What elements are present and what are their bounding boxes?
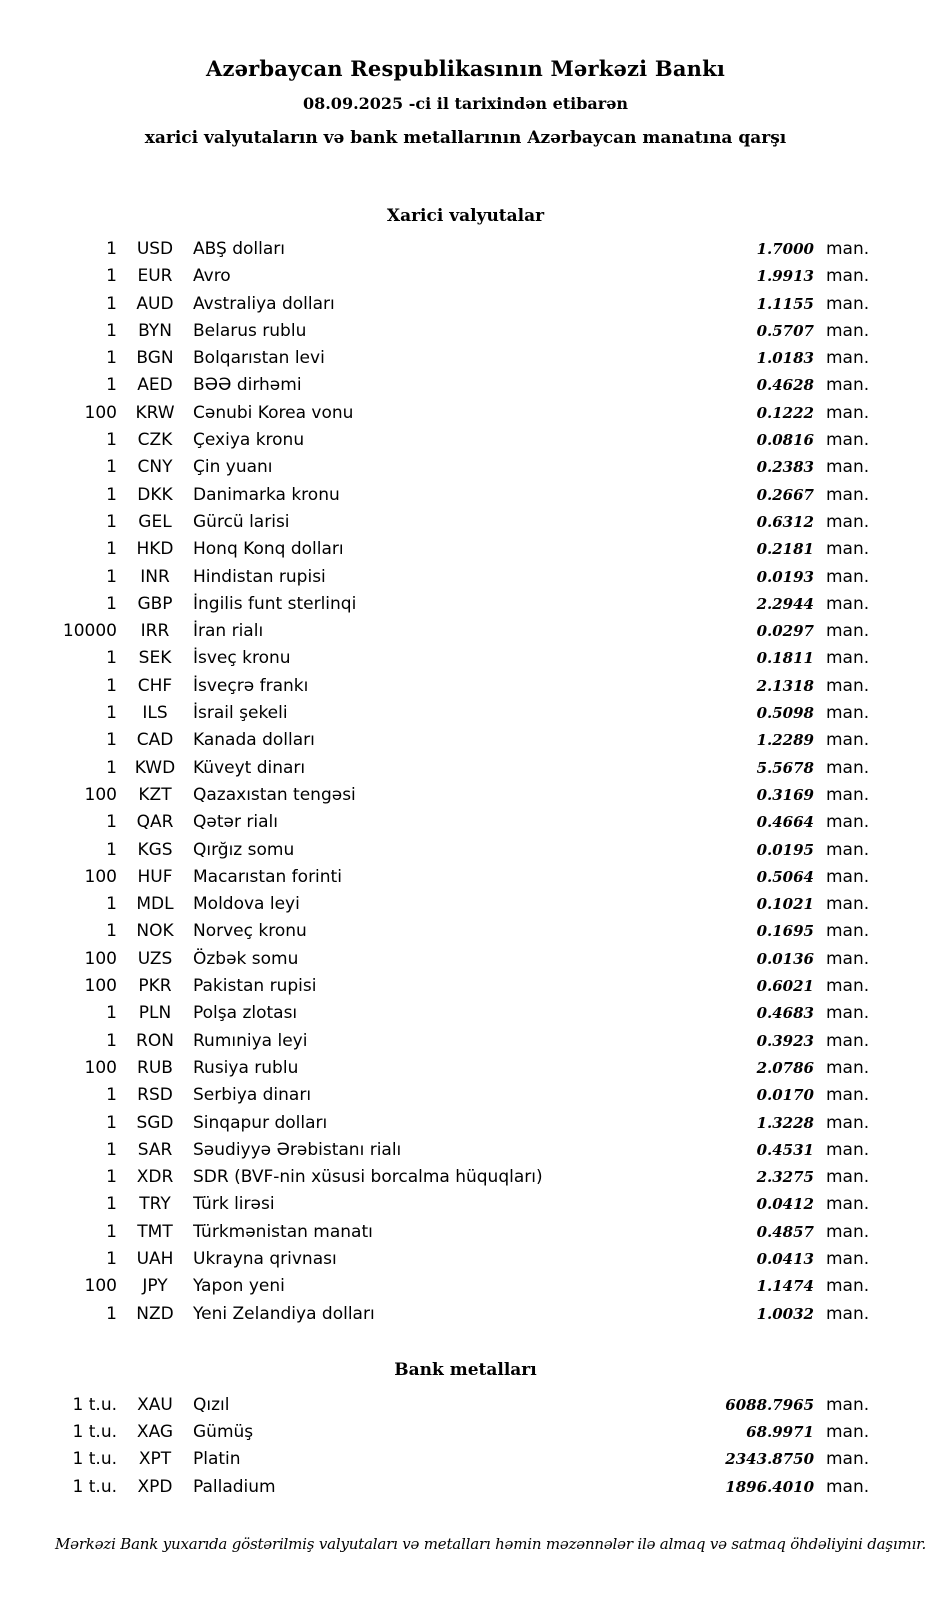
- rate-row: [55, 1028, 876, 1055]
- row-rate-value: 0.1021: [756, 895, 814, 914]
- rate-row: [55, 564, 876, 591]
- row-currency-code: IRR: [140, 621, 170, 642]
- row-unit-label: man.: [826, 866, 870, 887]
- row-quantity: 100: [84, 976, 117, 997]
- row-quantity: 1: [106, 348, 117, 369]
- rate-row: [55, 1301, 876, 1328]
- row-currency-code: XAU: [137, 1394, 173, 1415]
- row-rate-value: 0.4531: [756, 1140, 814, 1159]
- row-currency-name: Küveyt dinarı: [193, 757, 306, 778]
- rate-row: [55, 1191, 876, 1218]
- rate-row: [55, 1055, 876, 1082]
- row-currency-code: TMT: [137, 1221, 173, 1242]
- row-rate-value: 1896.4010: [725, 1477, 814, 1496]
- rate-row: [55, 618, 876, 645]
- row-unit-label: man.: [826, 1003, 870, 1024]
- row-quantity: 100: [84, 948, 117, 969]
- page-subtitle: xarici valyutaların və bank metallarının Azərbaycan manatına qarşı: [144, 128, 787, 148]
- row-rate-value: 0.0170: [756, 1086, 814, 1105]
- row-currency-name: Honq Konq dolları: [193, 539, 344, 560]
- rate-row: [55, 645, 876, 672]
- row-quantity: 1: [106, 1221, 117, 1242]
- row-quantity: 1: [106, 812, 117, 833]
- row-currency-code: SGD: [136, 1112, 174, 1133]
- row-quantity: 100: [84, 1276, 117, 1297]
- row-currency-name: Qırğız somu: [193, 839, 295, 860]
- currencies-section-title: Xarici valyutalar: [386, 206, 545, 226]
- row-rate-value: 1.0183: [756, 349, 814, 368]
- rate-row: [55, 1246, 876, 1273]
- row-rate-value: 2.2944: [756, 594, 814, 613]
- rate-row: [55, 1273, 876, 1300]
- row-unit-label: man.: [826, 839, 870, 860]
- row-currency-code: HUF: [137, 866, 173, 887]
- row-unit-label: man.: [826, 1112, 870, 1133]
- row-currency-code: BGN: [136, 348, 174, 369]
- rate-row: [55, 755, 876, 782]
- row-currency-name: BƏƏ dirhəmi: [193, 375, 302, 396]
- row-currency-name: Yeni Zelandiya dolları: [193, 1303, 375, 1324]
- row-rate-value: 6088.7965: [725, 1395, 814, 1414]
- row-rate-value: 0.0413: [756, 1249, 814, 1268]
- row-rate-value: 1.9913: [756, 267, 814, 286]
- row-rate-value: 1.0032: [756, 1304, 814, 1323]
- row-quantity: 1: [106, 1003, 117, 1024]
- row-rate-value: 0.6312: [756, 512, 814, 531]
- row-quantity: 1: [106, 484, 117, 505]
- row-rate-value: 2.1318: [756, 676, 814, 695]
- row-quantity: 1: [106, 921, 117, 942]
- row-rate-value: 68.9971: [746, 1423, 814, 1442]
- rate-row: [55, 345, 876, 372]
- row-quantity: 1: [106, 839, 117, 860]
- row-currency-name: Serbiya dinarı: [193, 1085, 312, 1106]
- row-unit-label: man.: [826, 1085, 870, 1106]
- row-currency-code: XPD: [137, 1476, 173, 1497]
- row-currency-code: GBP: [137, 593, 173, 614]
- row-currency-name: Bolqarıstan levi: [193, 348, 325, 369]
- effective-date: 08.09.2025 -ci il tarixindən etibarən: [302, 94, 629, 113]
- row-quantity: 100: [84, 866, 117, 887]
- row-quantity: 1: [106, 675, 117, 696]
- row-currency-name: İran rialı: [193, 621, 264, 642]
- row-currency-code: ILS: [142, 703, 168, 724]
- row-currency-name: Avro: [193, 266, 231, 287]
- rate-row: [55, 400, 876, 427]
- row-quantity: 1 t.u.: [72, 1422, 117, 1443]
- row-currency-code: SEK: [138, 648, 172, 669]
- rate-row: [55, 782, 876, 809]
- row-currency-name: Sinqapur dolları: [193, 1112, 328, 1133]
- row-currency-name: Danimarka kronu: [193, 484, 340, 505]
- row-currency-name: Moldova leyi: [193, 894, 300, 915]
- row-quantity: 1 t.u.: [72, 1449, 117, 1470]
- row-rate-value: 0.1695: [756, 922, 814, 941]
- rate-row: [55, 591, 876, 618]
- row-currency-code: CHF: [137, 675, 173, 696]
- row-rate-value: 0.5707: [756, 321, 814, 340]
- row-currency-code: PKR: [138, 976, 172, 997]
- row-currency-code: HKD: [136, 539, 174, 560]
- row-currency-code: RON: [136, 1030, 174, 1051]
- row-currency-code: RSD: [137, 1085, 173, 1106]
- row-unit-label: man.: [826, 239, 870, 259]
- row-quantity: 1: [106, 430, 117, 451]
- row-currency-name: SDR (BVF-nin xüsusi borcalma hüquqları): [193, 1167, 543, 1188]
- row-currency-name: Hindistan rupisi: [193, 566, 326, 587]
- row-currency-name: Gümüş: [193, 1422, 254, 1443]
- row-currency-name: Belarus rublu: [193, 320, 307, 341]
- row-quantity: 1 t.u.: [72, 1394, 117, 1415]
- row-rate-value: 0.0816: [756, 431, 814, 450]
- row-rate-value: 0.4664: [756, 813, 814, 832]
- row-rate-value: 0.0412: [756, 1195, 814, 1214]
- row-unit-label: man.: [826, 266, 870, 287]
- rate-row: [55, 427, 876, 454]
- row-currency-name: Türkmənistan manatı: [193, 1221, 373, 1242]
- row-currency-code: DKK: [137, 484, 173, 505]
- row-rate-value: 0.4683: [756, 1004, 814, 1023]
- rate-row: [55, 809, 876, 836]
- row-currency-name: Qazaxıstan tengəsi: [193, 784, 356, 805]
- row-currency-name: Cənubi Korea vonu: [193, 402, 354, 423]
- row-currency-code: NZD: [136, 1303, 174, 1324]
- row-quantity: 1: [106, 593, 117, 614]
- rate-row: [55, 1137, 876, 1164]
- rate-row: [55, 1000, 876, 1027]
- rate-row: [55, 1419, 876, 1446]
- row-currency-name: Platin: [193, 1449, 241, 1470]
- row-quantity: 1: [106, 1139, 117, 1160]
- row-quantity: 1: [106, 375, 117, 396]
- row-currency-name: Səudiyyə Ərəbistanı rialı: [193, 1139, 402, 1160]
- row-unit-label: man.: [826, 348, 870, 369]
- row-quantity: 100: [84, 402, 117, 423]
- bank-title: Azərbaycan Respublikasının Mərkəzi Bankı: [205, 56, 726, 81]
- rate-row: [55, 864, 876, 891]
- row-currency-code: KGS: [137, 839, 173, 860]
- row-currency-name: Türk lirəsi: [193, 1194, 275, 1215]
- row-quantity: 1: [106, 894, 117, 915]
- row-unit-label: man.: [826, 1394, 870, 1415]
- row-currency-name: Özbək somu: [193, 948, 299, 969]
- row-unit-label: man.: [826, 894, 870, 915]
- row-unit-label: man.: [826, 1303, 870, 1324]
- row-quantity: 1: [106, 1167, 117, 1188]
- row-currency-name: Avstraliya dolları: [193, 293, 335, 314]
- row-currency-name: Rumıniya leyi: [193, 1030, 308, 1051]
- row-unit-label: man.: [826, 375, 870, 396]
- row-currency-code: CNY: [137, 457, 173, 478]
- row-unit-label: man.: [826, 621, 870, 642]
- rate-row: [55, 918, 876, 945]
- row-currency-code: JPY: [142, 1276, 168, 1297]
- row-unit-label: man.: [826, 1057, 870, 1078]
- row-unit-label: man.: [826, 948, 870, 969]
- row-unit-label: man.: [826, 1139, 870, 1160]
- row-unit-label: man.: [826, 784, 870, 805]
- row-currency-code: CZK: [137, 430, 173, 451]
- row-unit-label: man.: [826, 402, 870, 423]
- rate-row: [55, 1474, 876, 1501]
- row-rate-value: 0.1811: [756, 649, 814, 668]
- row-currency-name: İsveç kronu: [193, 648, 291, 669]
- row-unit-label: man.: [826, 1221, 870, 1242]
- row-currency-name: Macarıstan forinti: [193, 866, 342, 887]
- row-currency-name: Ukrayna qrivnası: [193, 1248, 337, 1269]
- row-unit-label: man.: [826, 730, 870, 751]
- rate-row: [55, 1082, 876, 1109]
- currencies-section: [55, 206, 876, 1328]
- row-unit-label: man.: [826, 757, 870, 778]
- row-quantity: 1: [106, 1194, 117, 1215]
- row-unit-label: man.: [826, 511, 870, 532]
- row-currency-name: İsveçrə frankı: [193, 675, 309, 696]
- rate-row: [55, 1446, 876, 1473]
- row-currency-code: UAH: [136, 1248, 174, 1269]
- row-currency-code: TRY: [139, 1194, 171, 1215]
- row-rate-value: 0.6021: [756, 977, 814, 996]
- row-unit-label: man.: [826, 1276, 870, 1297]
- row-rate-value: 5.5678: [756, 758, 814, 777]
- row-currency-name: Polşa zlotası: [193, 1003, 298, 1024]
- row-rate-value: 0.1222: [756, 403, 814, 422]
- row-currency-code: GEL: [138, 511, 172, 532]
- row-quantity: 1: [106, 457, 117, 478]
- row-rate-value: 0.0195: [756, 840, 814, 859]
- row-unit-label: man.: [826, 484, 870, 505]
- row-unit-label: man.: [826, 703, 870, 724]
- row-unit-label: man.: [826, 1248, 870, 1269]
- rate-row: [55, 236, 876, 263]
- row-unit-label: man.: [826, 1449, 870, 1470]
- row-currency-code: USD: [136, 239, 174, 259]
- row-unit-label: man.: [826, 976, 870, 997]
- metals-section: [55, 1360, 876, 1501]
- row-currency-name: Kanada dolları: [193, 730, 315, 751]
- row-unit-label: man.: [826, 921, 870, 942]
- row-currency-code: PLN: [138, 1003, 172, 1024]
- row-currency-name: İngilis funt sterlinqi: [193, 593, 357, 614]
- row-currency-name: Gürcü larisi: [193, 511, 290, 532]
- row-currency-code: BYN: [138, 320, 172, 341]
- row-unit-label: man.: [826, 293, 870, 314]
- row-unit-label: man.: [826, 593, 870, 614]
- row-quantity: 1: [106, 1030, 117, 1051]
- rate-row: [55, 1219, 876, 1246]
- row-currency-name: Qətər rialı: [193, 812, 278, 833]
- row-quantity: 1 t.u.: [72, 1476, 117, 1497]
- row-unit-label: man.: [826, 1194, 870, 1215]
- rate-row: [55, 1164, 876, 1191]
- row-quantity: 100: [84, 784, 117, 805]
- row-currency-code: UZS: [137, 948, 173, 969]
- row-rate-value: 0.4628: [756, 376, 814, 395]
- row-currency-code: XPT: [138, 1449, 172, 1470]
- row-currency-name: Yapon yeni: [193, 1276, 285, 1297]
- rate-row: [55, 263, 876, 290]
- rate-row: [55, 1110, 876, 1137]
- row-unit-label: man.: [826, 539, 870, 560]
- row-quantity: 10000: [62, 621, 117, 642]
- row-currency-name: İsrail şekeli: [193, 703, 288, 724]
- row-unit-label: man.: [826, 566, 870, 587]
- rate-row: [55, 891, 876, 918]
- row-unit-label: man.: [826, 320, 870, 341]
- row-unit-label: man.: [826, 430, 870, 451]
- rate-row: [55, 837, 876, 864]
- row-rate-value: 1.1155: [756, 294, 814, 313]
- rate-row: [55, 454, 876, 481]
- rate-row: [55, 673, 876, 700]
- row-quantity: 1: [106, 648, 117, 669]
- row-rate-value: 0.0193: [756, 567, 814, 586]
- row-rate-value: 0.3923: [756, 1031, 814, 1050]
- row-quantity: 1: [106, 703, 117, 724]
- row-rate-value: 0.2667: [756, 485, 814, 504]
- row-currency-code: KZT: [138, 784, 172, 805]
- rate-row: [55, 973, 876, 1000]
- row-quantity: 1: [106, 1085, 117, 1106]
- row-rate-value: 0.5064: [756, 867, 814, 886]
- row-unit-label: man.: [826, 675, 870, 696]
- rate-row: [55, 318, 876, 345]
- row-currency-name: Qızıl: [193, 1394, 230, 1415]
- row-unit-label: man.: [826, 1422, 870, 1443]
- row-rate-value: 0.4857: [756, 1222, 814, 1241]
- row-quantity: 1: [106, 1303, 117, 1324]
- row-unit-label: man.: [826, 1030, 870, 1051]
- row-currency-name: ABŞ dolları: [193, 239, 285, 259]
- row-rate-value: 1.1474: [756, 1277, 814, 1296]
- row-currency-code: INR: [140, 566, 170, 587]
- rate-row: [55, 700, 876, 727]
- row-quantity: 1: [106, 1248, 117, 1269]
- currencies-table: [55, 236, 876, 1328]
- row-currency-code: KRW: [135, 402, 175, 423]
- row-rate-value: 1.2289: [756, 731, 814, 750]
- rate-row: [55, 1392, 876, 1419]
- row-currency-name: Pakistan rupisi: [193, 976, 317, 997]
- row-quantity: 1: [106, 757, 117, 778]
- row-quantity: 1: [106, 239, 117, 259]
- rate-row: [55, 291, 876, 318]
- row-currency-code: NOK: [136, 921, 174, 942]
- disclaimer-text: Mərkəzi Bank yuxarıda göstərilmiş valyutaları və metalları həmin məzənnələr ilə almaq və satmaq öhdəliyini daşımır.: [55, 1535, 927, 1554]
- row-currency-code: AED: [137, 375, 173, 396]
- rate-row: [55, 372, 876, 399]
- row-currency-name: Çexiya kronu: [193, 430, 305, 451]
- row-quantity: 1: [106, 730, 117, 751]
- row-rate-value: 2343.8750: [725, 1450, 814, 1469]
- row-currency-code: AUD: [136, 293, 174, 314]
- row-rate-value: 0.2383: [756, 458, 814, 477]
- metals-table: [55, 1392, 876, 1501]
- rate-row: [55, 536, 876, 563]
- row-quantity: 100: [84, 1057, 117, 1078]
- row-rate-value: 1.3228: [756, 1113, 814, 1132]
- row-unit-label: man.: [826, 812, 870, 833]
- page-header: [55, 56, 876, 148]
- row-unit-label: man.: [826, 457, 870, 478]
- row-currency-name: Palladium: [193, 1476, 276, 1497]
- row-currency-code: MDL: [136, 894, 174, 915]
- row-rate-value: 0.0297: [756, 622, 814, 641]
- row-currency-code: XAG: [136, 1422, 174, 1443]
- rate-row: [55, 509, 876, 536]
- row-quantity: 1: [106, 266, 117, 287]
- row-quantity: 1: [106, 566, 117, 587]
- row-unit-label: man.: [826, 1167, 870, 1188]
- row-unit-label: man.: [826, 648, 870, 669]
- row-rate-value: 2.3275: [756, 1168, 814, 1187]
- row-currency-code: XDR: [136, 1167, 174, 1188]
- row-currency-code: QAR: [136, 812, 174, 833]
- rate-row: [55, 946, 876, 973]
- row-currency-code: KWD: [134, 757, 176, 778]
- row-rate-value: 0.0136: [756, 949, 814, 968]
- row-rate-value: 0.3169: [756, 785, 814, 804]
- row-rate-value: 0.2181: [756, 540, 814, 559]
- metals-section-title: Bank metalları: [394, 1359, 537, 1380]
- rate-row: [55, 482, 876, 509]
- row-unit-label: man.: [826, 1476, 870, 1497]
- row-currency-code: RUB: [137, 1057, 173, 1078]
- row-quantity: 1: [106, 320, 117, 341]
- row-quantity: 1: [106, 511, 117, 532]
- row-currency-name: Rusiya rublu: [193, 1057, 299, 1078]
- row-currency-code: CAD: [136, 730, 174, 751]
- row-quantity: 1: [106, 539, 117, 560]
- row-currency-code: SAR: [137, 1139, 173, 1160]
- rate-row: [55, 727, 876, 754]
- row-rate-value: 1.7000: [756, 240, 814, 258]
- row-rate-value: 0.5098: [756, 704, 814, 723]
- row-quantity: 1: [106, 293, 117, 314]
- row-currency-name: Norveç kronu: [193, 921, 307, 942]
- row-currency-name: Çin yuanı: [193, 457, 273, 478]
- row-quantity: 1: [106, 1112, 117, 1133]
- row-currency-code: EUR: [137, 266, 173, 287]
- row-rate-value: 2.0786: [756, 1058, 814, 1077]
